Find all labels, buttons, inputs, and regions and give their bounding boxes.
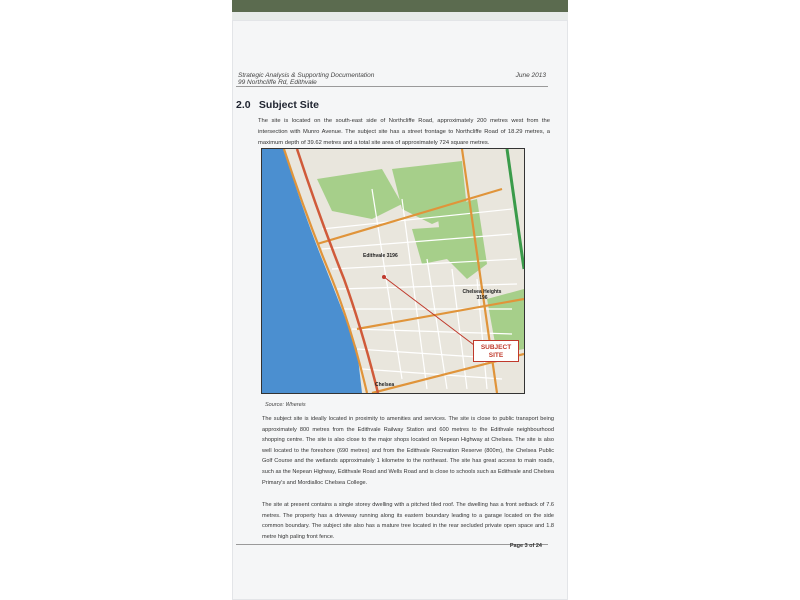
location-map	[261, 148, 525, 394]
header-divider	[236, 86, 548, 87]
document-page	[232, 20, 568, 600]
subject-site-text: SUBJECT SITE	[480, 344, 512, 359]
intro-paragraph: The site is located on the south-east side of Northcliffe Road, approximately 200 metres west from the intersection with Munro Avenue. The subject site has a street frontage to Northcliffe Road of 18.29 metres, a maximum depth of 39.62 metres and a total site area of approximately 724 square metres.	[258, 118, 550, 146]
page-number: Page 3 of 24	[509, 543, 542, 549]
subject-site-marker	[382, 275, 386, 279]
header-date: June 2013	[515, 72, 546, 79]
subject-site-label	[473, 340, 519, 362]
header-left	[238, 72, 374, 86]
header-title: Strategic Analysis & Supporting Documentation	[238, 72, 375, 79]
section-number: 2.0	[236, 99, 251, 111]
map-label-chelsea: Chelsea	[375, 382, 395, 388]
footer-divider	[236, 544, 548, 545]
body-paragraph: The subject site is ideally located in proximity to amenities and services. The site is close to public transport being approximately 800 metres from the Edithvale Railway Station and 600 metres to the Edithvale neighbourhood shopping centre. The site is also close to the major shops located on Nepean Highway at Chelsea. The site is also well located to the foreshore (690 metres) and from the Edithvale Recreation Reserve (800m), the Chelsea Public Golf Course and the wetlands approximately 1 kilometre to the northeast. The site has great access to main roads, such as the Nepean Highway, Edithvale Road and Wells Road and is close to schools such as Edithvale and Chelsea Primary's and Mordialloc Chelsea College.	[262, 416, 554, 486]
section-heading	[236, 99, 319, 111]
map-label-chelsea-heights: Chelsea Heights 3196	[462, 289, 502, 301]
map-label-edithvale: Edithvale 3196	[363, 253, 398, 259]
map-source: Source: Whereis	[265, 402, 306, 408]
photo-background-top	[232, 0, 568, 12]
section-title: Subject Site	[258, 99, 320, 111]
body-paragraph: The site at present contains a single storey dwelling with a pitched tiled roof. The dwelling has a front setback of 7.6 metres. The property has a driveway running along its eastern boundary leading to a garage located on the side common boundary. The subject site also has a mature tree located in the rear secluded private open space and 1.8 metre high paling front fence.	[262, 502, 554, 540]
header-address: 99 Northcliffe Rd, Edithvale	[238, 79, 317, 86]
